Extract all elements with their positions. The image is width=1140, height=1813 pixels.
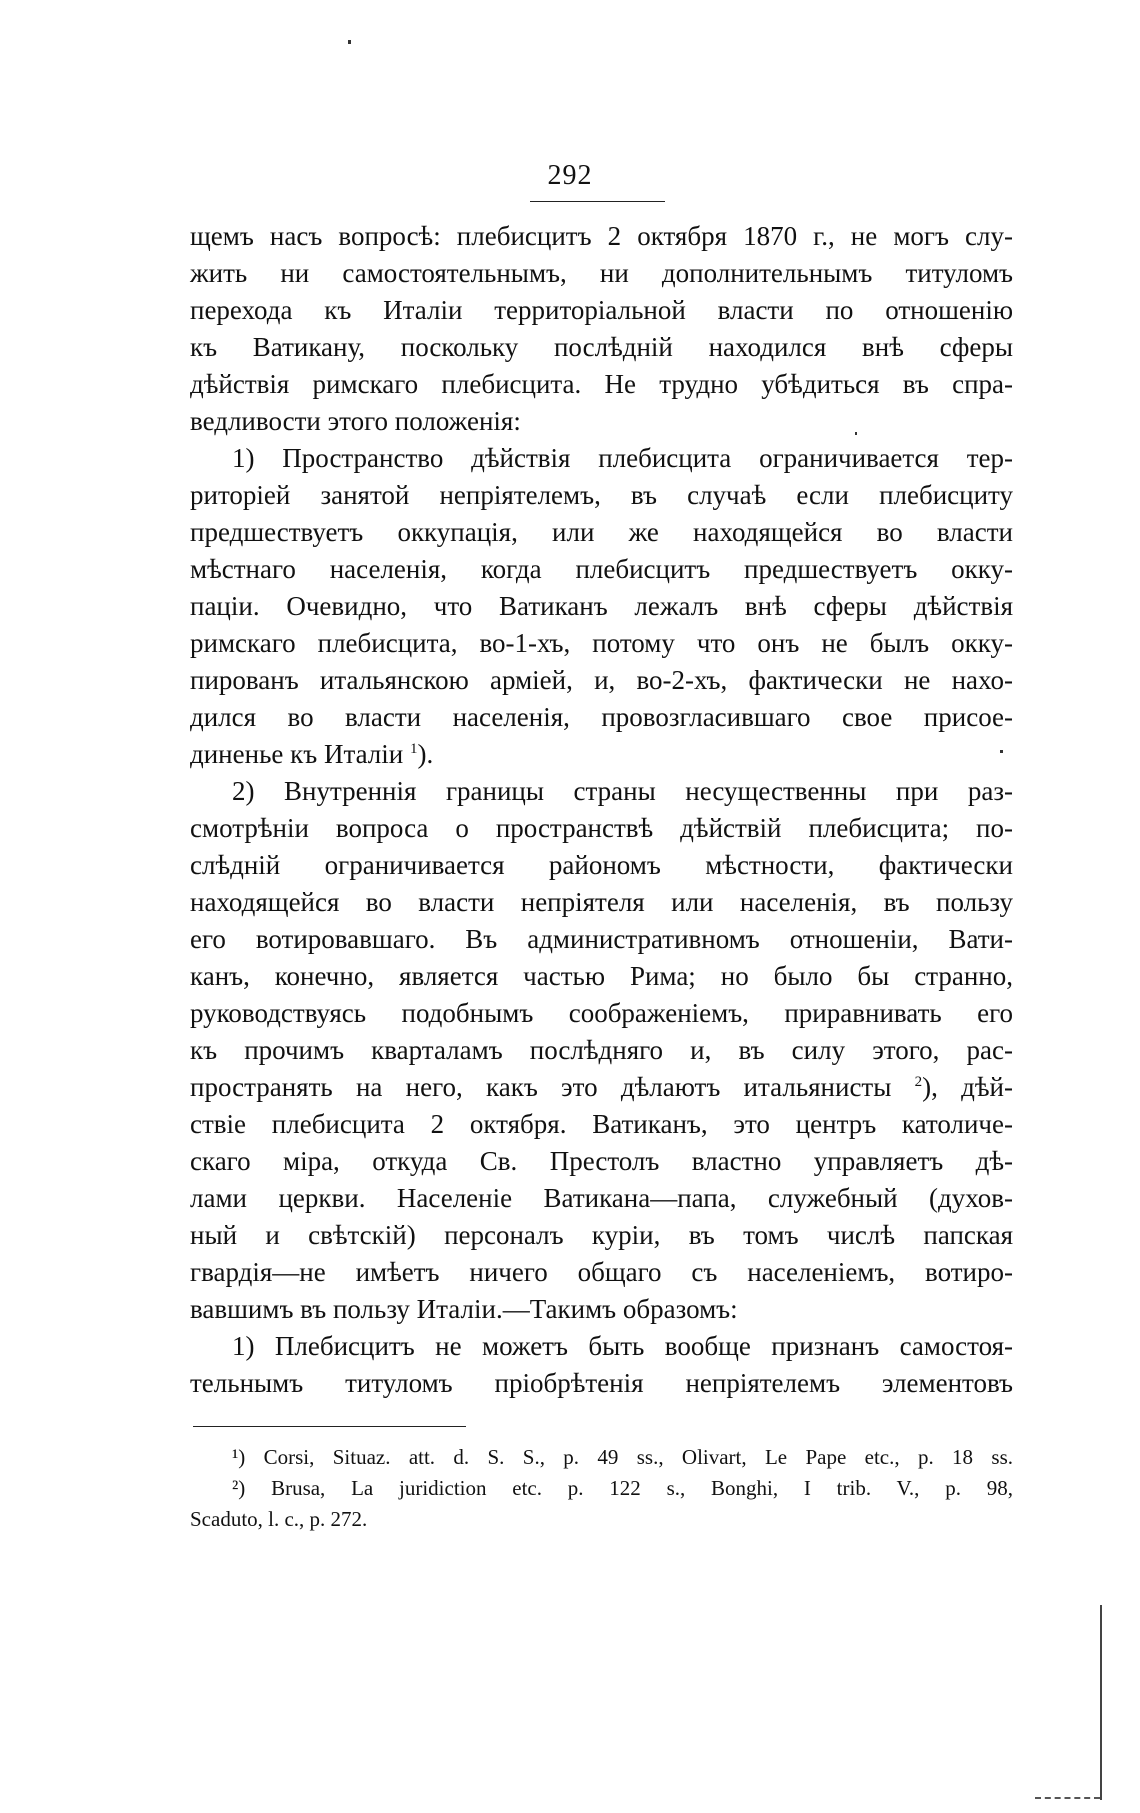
text-line: мѣстнаго населенія, когда плебисцитъ предшествуетъ окку- [190, 554, 1013, 584]
scan-speck [1000, 750, 1003, 753]
text-line [190, 1069, 1013, 1106]
text-line: къ прочимъ кварталамъ послѣдняго и, въ силу этого, рас- [190, 1035, 1013, 1065]
text-line: смотрѣніи вопроса о пространствѣ дѣйствій плебисцита; по- [190, 813, 1013, 843]
text-line: паціи. Очевидно, что Ватиканъ лежалъ внѣ сферы дѣйствія [190, 591, 1013, 621]
text-segment: ). [417, 739, 434, 769]
footnotes [190, 1442, 1013, 1535]
text-line: 2) Внутреннія границы страны несущественны при раз- [232, 776, 1013, 806]
footnote-ref-1: 1 [409, 741, 418, 757]
text-line: слѣдній ограничивается райономъ мѣстности, фактически [190, 850, 1013, 880]
text-line: находящейся во власти непріятеля или населенія, въ пользу [190, 887, 1013, 917]
text-line: щемъ насъ вопросѣ: плебисцитъ 2 октября 1870 г., не могъ слу- [190, 221, 1013, 251]
text-line: жить ни самостоятельнымъ, ни дополнительнымъ титуломъ [190, 258, 1013, 288]
text-line: канъ, конечно, является частью Рима; но было бы странно, [190, 961, 1013, 991]
footnote-separator [193, 1426, 466, 1427]
text-line: тельнымъ титуломъ пріобрѣтенія непріятелемъ элементовъ [190, 1368, 1013, 1398]
text-line: 1) Плебисцитъ не можетъ быть вообще признанъ самостоя- [232, 1331, 1013, 1361]
text-line: его вотировавшаго. Въ административномъ отношеніи, Вати- [190, 924, 1013, 954]
scan-edge-dash [1035, 1797, 1100, 1799]
text-line: ведливости этого положенія: [190, 406, 521, 436]
scan-edge-line [1100, 1605, 1102, 1800]
page-number-rule [530, 201, 665, 202]
scan-speck [855, 432, 857, 435]
text-line: къ Ватикану, поскольку послѣдній находился внѣ сферы [190, 332, 1013, 362]
page-number: 292 [547, 160, 593, 191]
text-line: дился во власти населенія, провозгласившаго свое присое- [190, 702, 1013, 732]
text-segment: пространять на него, какъ это дѣлаютъ итальянисты [190, 1072, 892, 1102]
footnote-ref-2: 2 [914, 1074, 923, 1090]
text-line [190, 736, 1013, 773]
text-line: перехода къ Италіи территоріальной власти по отношенію [190, 295, 1013, 325]
scan-speck [348, 40, 351, 44]
text-line: пированъ итальянскою арміей, и, во-2-хъ, фактически не нахо- [190, 665, 1013, 695]
text-line: гвардія—не имѣетъ ничего общаго съ населеніемъ, вотиро- [190, 1257, 1013, 1287]
body-text [190, 218, 1013, 1402]
text-line: риторіей занятой непріятелемъ, въ случаѣ если плебисциту [190, 480, 1013, 510]
text-segment: ), дѣй- [922, 1072, 1013, 1102]
footnote-2-continued: Scaduto, l. c., p. 272. [190, 1507, 368, 1531]
text-line: ствіе плебисцита 2 октября. Ватиканъ, это центръ католиче- [190, 1109, 1013, 1139]
text-line: римскаго плебисцита, во-1-хъ, потому что онъ не былъ окку- [190, 628, 1013, 658]
text-segment: диненье къ Италіи [190, 739, 404, 769]
text-line: скаго міра, откуда Св. Престолъ властно управляетъ дѣ- [190, 1146, 1013, 1176]
footnote-2: ²) Brusa, La juridiction etc. p. 122 s., Bonghi, I trib. V., p. 98, [232, 1476, 1013, 1500]
text-line: предшествуетъ оккупація, или же находящейся во власти [190, 517, 1013, 547]
text-line: 1) Пространство дѣйствія плебисцита ограничивается тер- [232, 443, 1013, 473]
text-line: дѣйствія римскаго плебисцита. Не трудно убѣдиться въ спра- [190, 369, 1013, 399]
text-line: лами церкви. Населеніе Ватикана—папа, служебный (духов- [190, 1183, 1013, 1213]
text-line: руководствуясь подобнымъ соображеніемъ, приравнивать его [190, 998, 1013, 1028]
text-line: ный и свѣтскій) персоналъ куріи, въ томъ числѣ папская [190, 1220, 1013, 1250]
footnote-1: ¹) Corsi, Situaz. att. d. S. S., p. 49 ss., Olivart, Le Pape etc., p. 18 ss. [232, 1445, 1013, 1469]
text-line: вавшимъ въ пользу Италіи.—Такимъ образомъ: [190, 1294, 738, 1324]
